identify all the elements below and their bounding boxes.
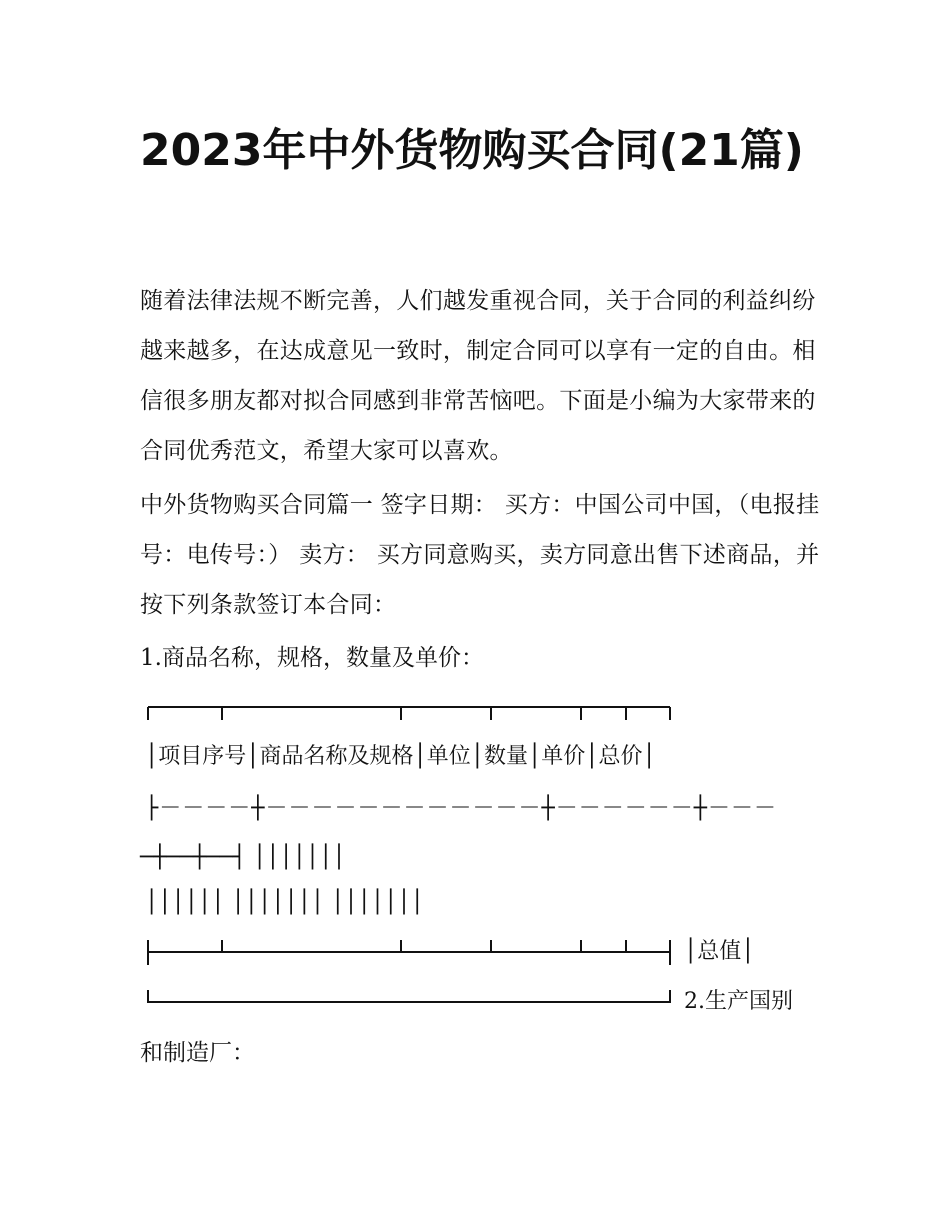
table-top-border bbox=[148, 707, 670, 720]
intro-paragraph: 随着法律法规不断完善，人们越发重视合同，关于合同的利益纠纷越来越多，在达成意见一致时，制定合同可以享有一定的自由。相信很多朋友都对拟合同感到非常苦恼吧。下面是小编为大家带来的合同优秀范文，希望大家可以喜欢。 bbox=[140, 288, 816, 464]
clause-1-heading: 1.商品名称，规格，数量及单价： bbox=[140, 645, 484, 671]
table-dash-row-continued: ─┼──┼──┤ │││││││ bbox=[140, 845, 346, 870]
table-bars-row: ││││││ │││││││ │││││││ bbox=[145, 890, 424, 915]
continuation-text: 和制造厂： bbox=[140, 1040, 255, 1066]
table-dash-row: ├－－－－┼－－－－－－－－－－－－┼－－－－－－┼－－－ bbox=[145, 796, 777, 821]
table-bottom-separator bbox=[148, 940, 670, 965]
section-1-paragraph: 中外货物购买合同篇一 签字日期： 买方：中国公司中国，（电报挂号：电传号：） 卖方： 买方同意购买，卖方同意出售下述商品，并按下列条款签订本合同： bbox=[140, 492, 820, 618]
table-final-border bbox=[148, 990, 670, 1002]
document-title: 2023年中外货物购买合同(21篇) bbox=[140, 125, 804, 176]
after-table-text: 2.生产国别 bbox=[684, 989, 793, 1014]
table-total-label: │总值│ bbox=[684, 939, 755, 964]
table-header-row: │项目序号│商品名称及规格│单位│数量│单价│总价│ bbox=[145, 744, 656, 769]
